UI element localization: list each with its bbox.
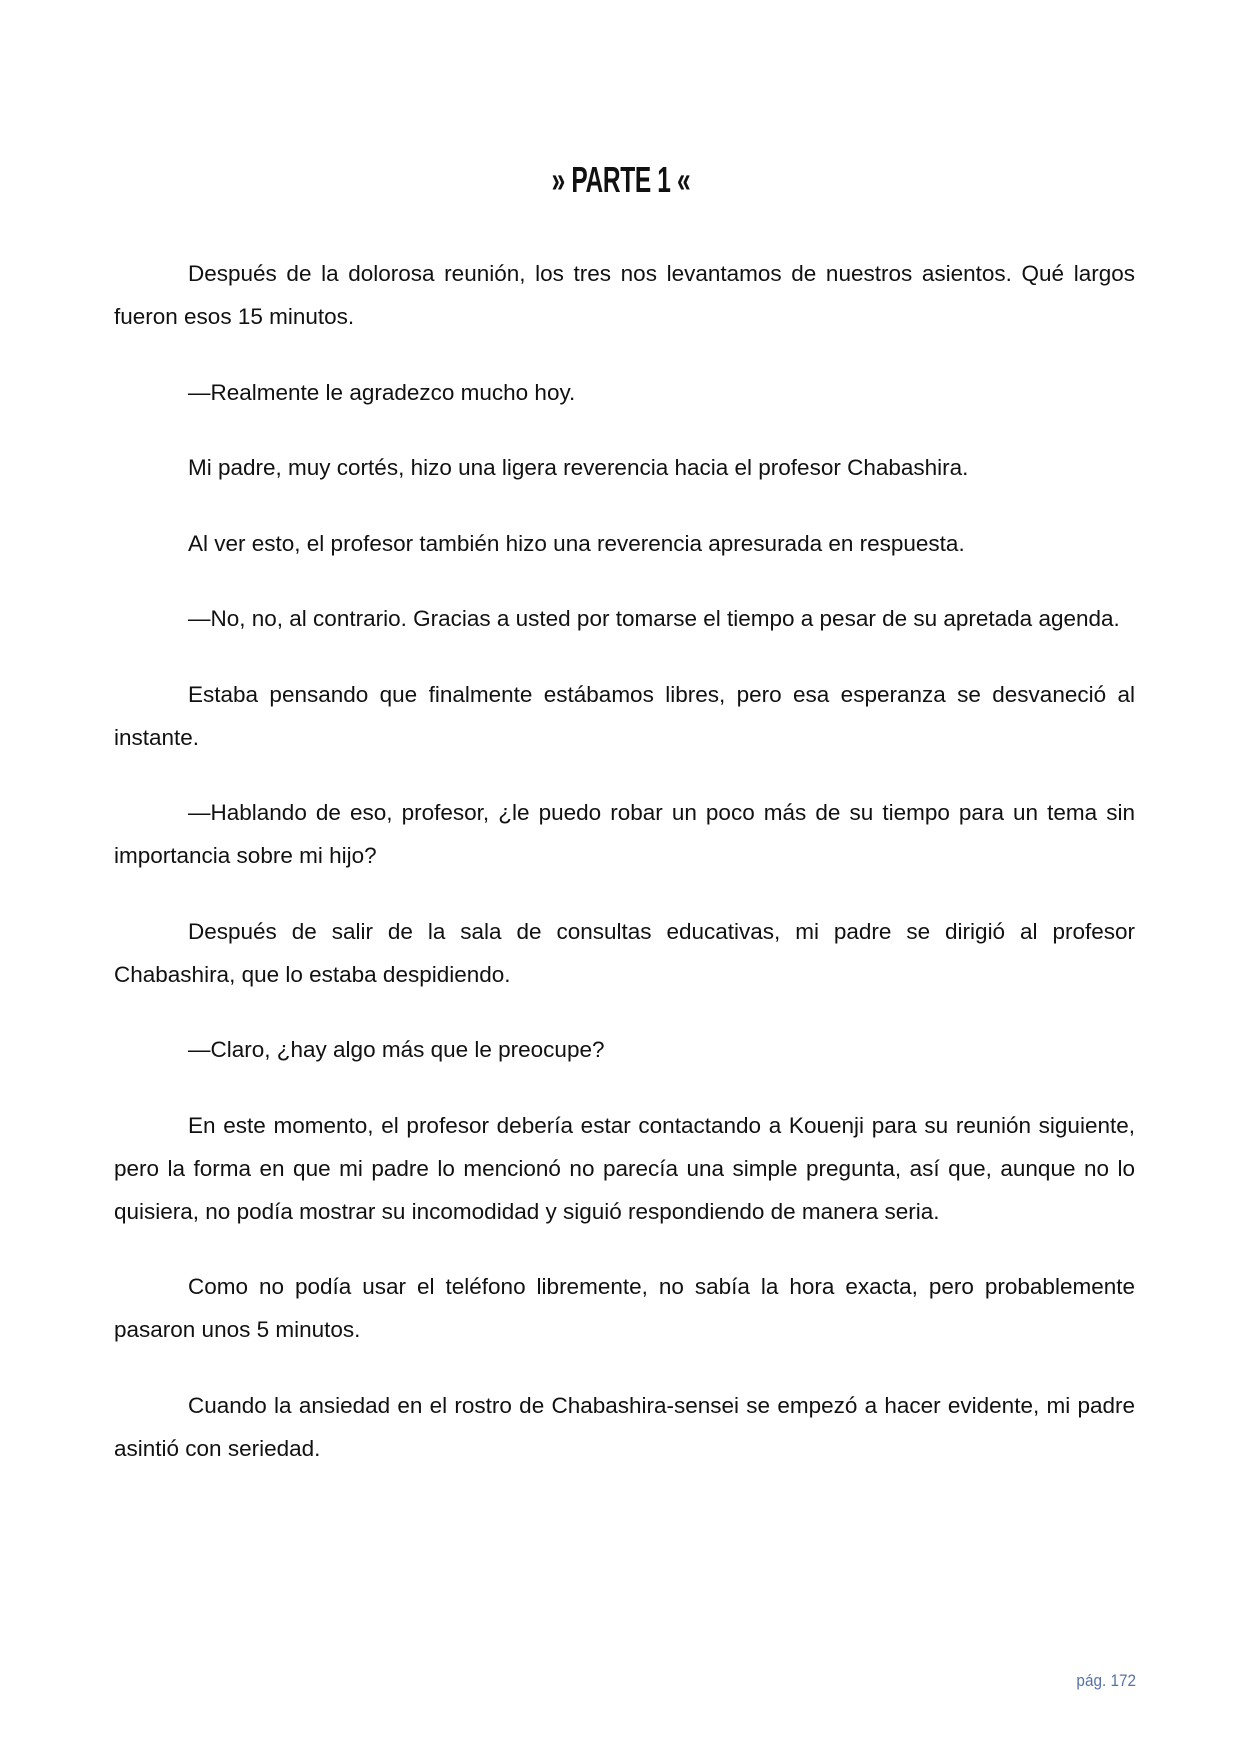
paragraph: Al ver esto, el profesor también hizo una reverencia apresurada en respuesta. — [188, 530, 965, 556]
body-text — [114, 252, 1135, 1502]
chapter-title — [0, 158, 1242, 202]
paragraph: —Realmente le agradezco mucho hoy. — [188, 379, 576, 405]
paragraph: Como no podía usar el teléfono libremente, no sabía la hora exacta, pero probablemente pasaron unos 5 minutos. — [114, 1274, 1135, 1342]
paragraph: —Hablando de eso, profesor, ¿le puedo robar un poco más de su tiempo para un tema sin importancia sobre mi hijo? — [114, 800, 1135, 868]
paragraph: —Claro, ¿hay algo más que le preocupe? — [188, 1037, 605, 1062]
paragraph: Después de salir de la sala de consultas educativas, mi padre se dirigió al profesor Chabashira, que lo estaba despidiendo. — [114, 918, 1135, 987]
paragraph: Estaba pensando que finalmente estábamos libres, pero esa esperanza se desvaneció al instante. — [114, 681, 1135, 750]
paragraph: Cuando la ansiedad en el rostro de Chabashira-sensei se empezó a hacer evidente, mi padre asintió con seriedad. — [114, 1392, 1135, 1461]
paragraph: En este momento, el profesor debería estar contactando a Kouenji para su reunión siguiente, pero la forma en que mi padre lo mencionó no parecía una simple pregunta, así que, aunque no lo quisiera, no podía mostrar su incomodidad y siguió respondiendo de manera seria. — [114, 1112, 1135, 1224]
paragraph: Mi padre, muy cortés, hizo una ligera reverencia hacia el profesor Chabashira. — [188, 455, 969, 480]
chapter-title-text: » PARTE 1 « — [551, 159, 691, 200]
page-number: pág. 172 — [1076, 1671, 1136, 1690]
paragraph: Después de la dolorosa reunión, los tres nos levantamos de nuestros asientos. Qué largos fueron esos 15 minutos. — [114, 261, 1135, 329]
paragraph: —No, no, al contrario. Gracias a usted por tomarse el tiempo a pesar de su apretada agenda. — [188, 606, 1120, 631]
